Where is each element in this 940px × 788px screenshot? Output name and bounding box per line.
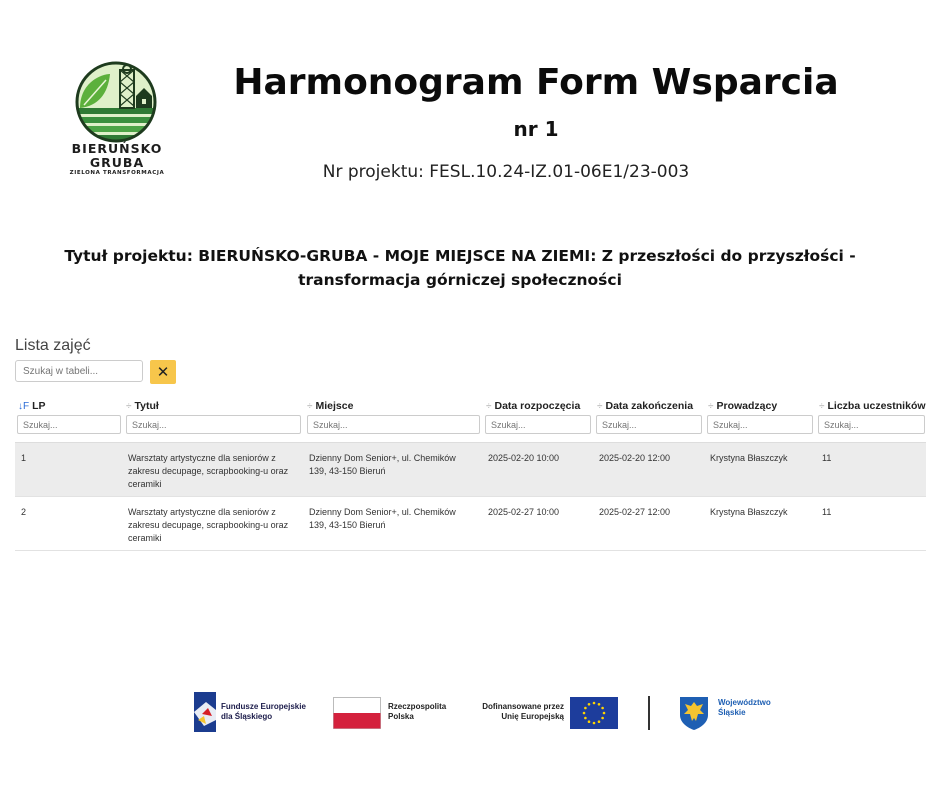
cell-lp: 2	[21, 507, 27, 517]
col-header-prowadzacy[interactable]	[708, 400, 777, 412]
close-icon: ✕	[156, 364, 170, 381]
cell-liczba-uczestnikow: 11	[822, 453, 832, 463]
logo-line1: BIERUŃSKO	[71, 141, 163, 156]
col-header-label: Data zakończenia	[605, 400, 694, 412]
filter-data-rozpoczecia-input[interactable]	[485, 415, 591, 434]
sort-desc-icon: ↓F	[18, 401, 30, 412]
cell-miejsce: Dzienny Dom Senior+, ul. Chemików 139, 43-150 Bieruń	[309, 507, 456, 530]
col-header-data-zakonczenia[interactable]	[597, 400, 693, 412]
slaskie-eagle-icon	[678, 695, 710, 731]
filter-prowadzacy-input[interactable]	[707, 415, 813, 434]
cell-prowadzacy: Krystyna Błaszczyk	[710, 453, 788, 463]
col-header-liczba-uczestnikow[interactable]	[819, 400, 926, 412]
eu-line2: Unię Europejską	[501, 712, 564, 721]
col-header-label: LP	[32, 400, 46, 412]
col-header-miejsce[interactable]	[307, 400, 353, 412]
sort-icon: ÷	[486, 401, 492, 412]
fe-line1: Fundusze Europejskie	[221, 702, 306, 711]
filter-lp-input[interactable]	[17, 415, 121, 434]
col-header-label: Miejsce	[315, 400, 354, 412]
eu-flag-icon	[570, 697, 618, 729]
fundusze-europejskie-icon	[192, 690, 218, 734]
cell-lp: 1	[21, 453, 27, 463]
sort-icon: ÷	[307, 401, 313, 412]
filter-data-zakonczenia-input[interactable]	[596, 415, 702, 434]
cell-tytul: Warsztaty artystyczne dla seniorów z zakresu decupage, scrapbooking-u oraz ceramiki	[128, 453, 289, 489]
table-header	[15, 396, 926, 443]
bierunsko-gruba-logo	[62, 60, 172, 180]
polish-flag-icon	[333, 697, 381, 729]
ws-line2: Śląskie	[718, 708, 746, 717]
col-header-label: Prowadzący	[716, 400, 778, 412]
col-header-lp[interactable]	[18, 400, 46, 412]
funding-logos-bar	[190, 690, 790, 736]
clear-search-button[interactable]	[150, 360, 176, 384]
eu-line1: Dofinansowane przez	[482, 702, 564, 711]
sessions-table	[15, 396, 926, 551]
cell-data-rozpoczecia: 2025-02-20 10:00	[488, 453, 560, 463]
rp-line1: Rzeczpospolita	[388, 702, 447, 711]
table-row[interactable]	[15, 443, 926, 497]
project-number: Nr projektu: FESL.10.24-IZ.01-06E1/23-003	[322, 162, 690, 182]
cell-prowadzacy: Krystyna Błaszczyk	[710, 507, 788, 517]
sort-icon: ÷	[819, 401, 825, 412]
col-header-tytul[interactable]	[126, 400, 159, 412]
filter-tytul-input[interactable]	[126, 415, 301, 434]
page-title: Harmonogram Form Wsparcia	[233, 62, 839, 103]
cell-liczba-uczestnikow: 11	[822, 507, 832, 517]
cell-data-zakonczenia: 2025-02-27 12:00	[599, 507, 671, 517]
fe-line2: dla Śląskiego	[221, 712, 273, 721]
table-row[interactable]	[15, 497, 926, 551]
cell-data-rozpoczecia: 2025-02-27 10:00	[488, 507, 560, 517]
col-header-label: Liczba uczestników	[827, 400, 926, 412]
col-header-label: Tytuł	[134, 400, 159, 412]
logo-line2: GRUBA	[89, 155, 145, 170]
project-title: Tytuł projektu: BIERUŃSKO-GRUBA - MOJE MIEJSCE NA ZIEMI: Z przeszłości do przyszłości - transformacja górniczej społeczności	[64, 247, 856, 289]
table-search-input[interactable]	[15, 360, 143, 382]
sort-icon: ÷	[126, 401, 132, 412]
cell-data-zakonczenia: 2025-02-20 12:00	[599, 453, 671, 463]
rp-line2: Polska	[388, 712, 414, 721]
col-header-label: Data rozpoczęcia	[494, 400, 581, 412]
col-header-data-rozpoczecia[interactable]	[486, 400, 580, 412]
filter-miejsce-input[interactable]	[307, 415, 480, 434]
cell-miejsce: Dzienny Dom Senior+, ul. Chemików 139, 43-150 Bieruń	[309, 453, 456, 476]
logo-emblem-icon	[62, 60, 172, 144]
filter-liczba-uczestnikow-input[interactable]	[818, 415, 925, 434]
page-subtitle: nr 1	[513, 117, 559, 141]
divider	[648, 696, 650, 730]
ws-line1: Województwo	[718, 698, 771, 707]
cell-tytul: Warsztaty artystyczne dla seniorów z zakresu decupage, scrapbooking-u oraz ceramiki	[128, 507, 289, 543]
logo-tagline: ZIELONA TRANSFORMACJA	[69, 170, 165, 176]
sort-icon: ÷	[708, 401, 714, 412]
sort-icon: ÷	[597, 401, 603, 412]
list-title: Lista zajęć	[15, 337, 91, 354]
